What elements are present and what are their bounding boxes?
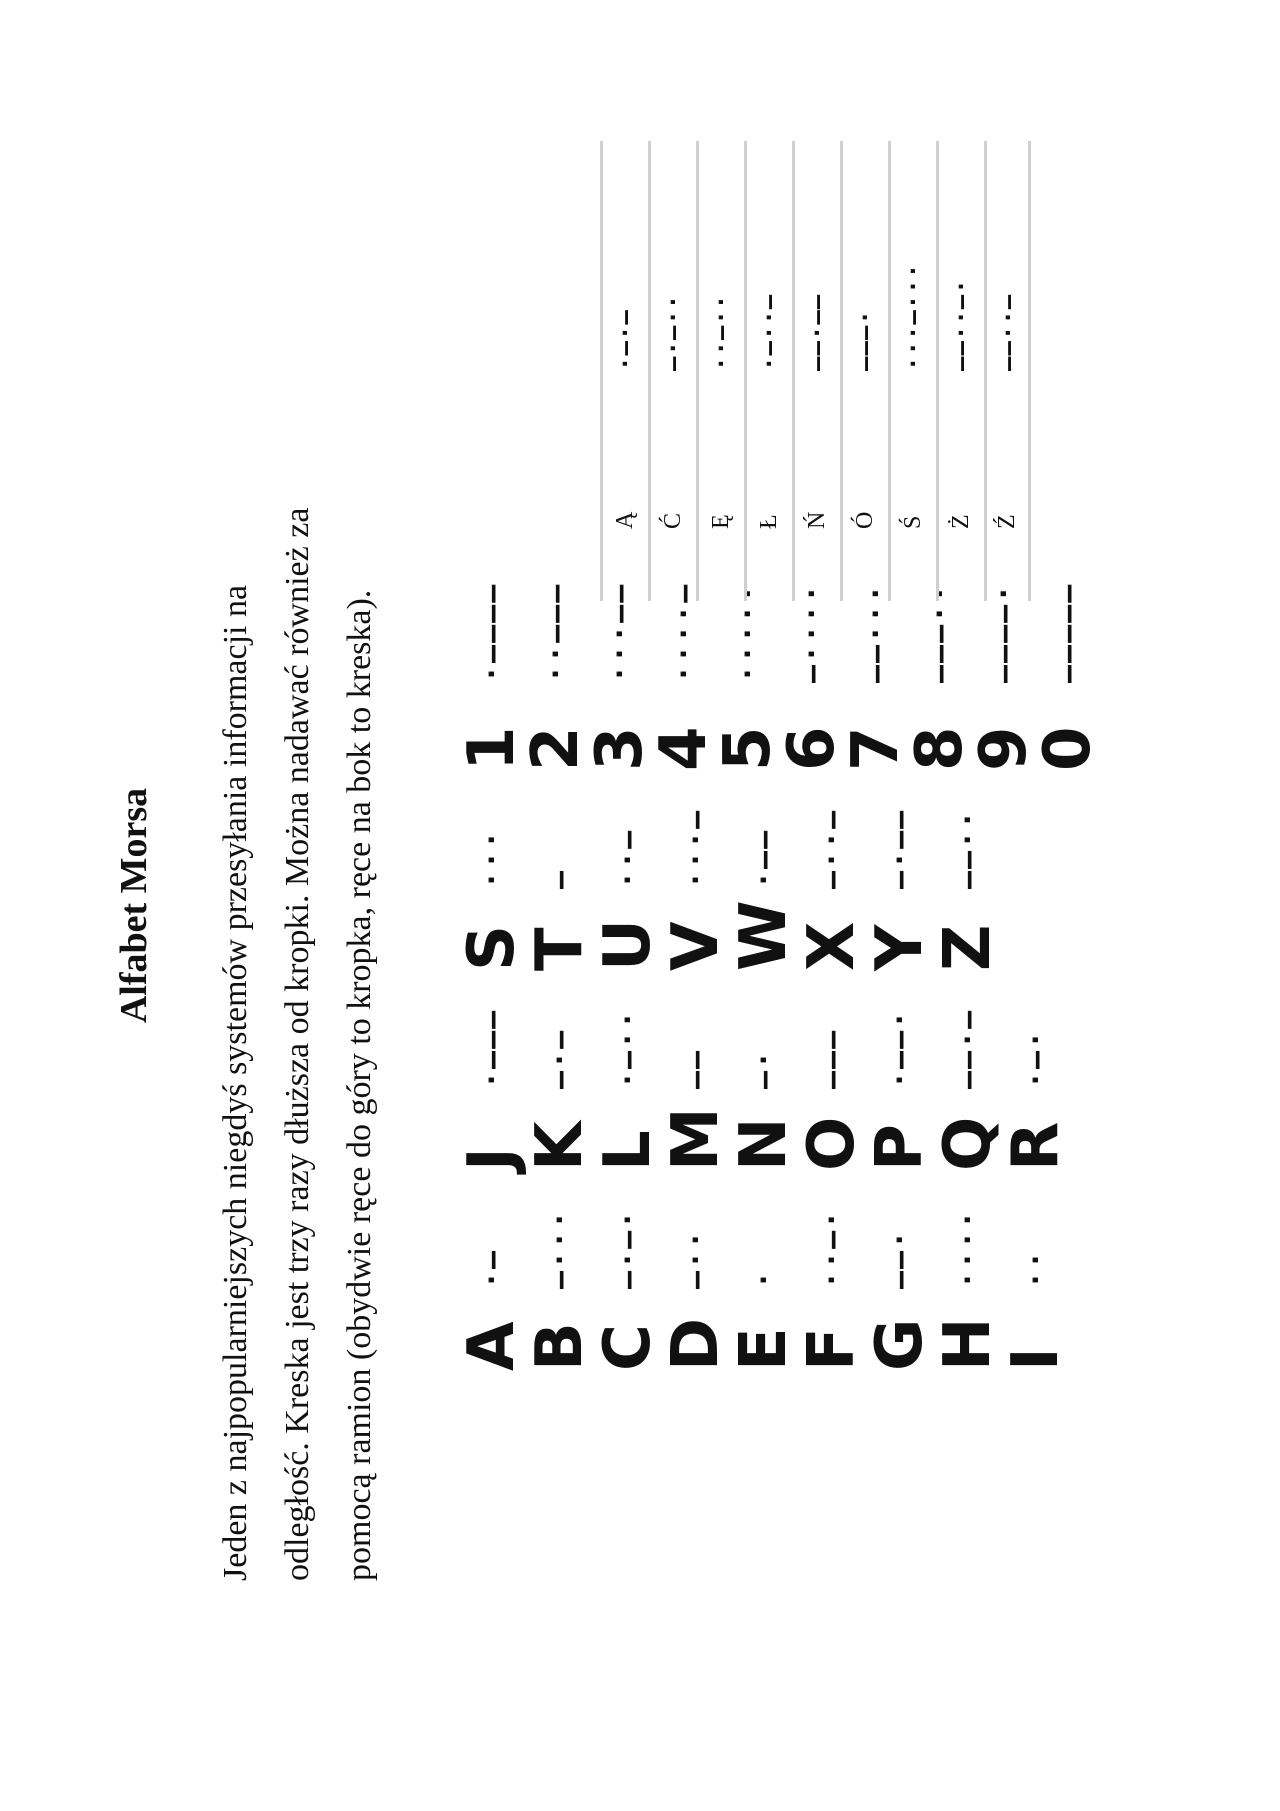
morse-letter: Q — [931, 1116, 1005, 1171]
morse-code: —— — [678, 1048, 714, 1089]
morse-entry — [1031, 582, 1105, 771]
morse-digit: 6 — [775, 726, 849, 771]
morse-code: ··—·· — [707, 293, 735, 371]
morse-code: ·———— — [474, 582, 510, 683]
morse-code: ————— — [1050, 582, 1086, 683]
morse-letter: C — [591, 1324, 665, 1371]
morse-code: ———·· — [922, 582, 958, 683]
morse-entry — [519, 582, 593, 771]
morse-code: ··——— — [538, 582, 574, 683]
morse-code: ·—· — [1018, 1028, 1054, 1089]
morse-entry — [523, 868, 597, 971]
polish-letter: Ł — [755, 514, 782, 529]
morse-letter: U — [591, 919, 665, 971]
morse-code: ——··—· — [947, 278, 975, 371]
polish-letter-row — [744, 141, 791, 601]
morse-entry — [931, 1008, 1005, 1171]
morse-code: ·—·— — [611, 309, 639, 371]
morse-letter: P — [863, 1124, 937, 1171]
morse-digit: 5 — [711, 726, 785, 771]
morse-letter: T — [523, 927, 597, 971]
morse-code: ———· — [851, 309, 879, 371]
morse-code: ·—·· — [610, 1008, 646, 1089]
morse-code: ·——· — [882, 1008, 918, 1089]
polish-letter-row — [648, 141, 695, 601]
morse-code: ·— — [474, 1248, 510, 1289]
morse-letter: X — [795, 921, 869, 971]
intro-line: Jeden z najpopularniejszych niegdyś systemów przesyłania informacji na — [217, 584, 254, 1581]
morse-code: ····— — [666, 582, 702, 683]
morse-entry — [931, 808, 1005, 971]
morse-digit: 1 — [455, 726, 529, 771]
morse-code: ···— — [678, 808, 714, 889]
morse-entry — [795, 1208, 869, 1371]
polish-letter: Ć — [659, 512, 686, 529]
morse-code: ···· — [950, 1208, 986, 1289]
morse-letter: A — [455, 1321, 529, 1371]
polish-letter-row — [696, 141, 743, 601]
morse-entry — [999, 1028, 1073, 1171]
morse-entry — [523, 1208, 597, 1371]
morse-letter: H — [931, 1317, 1005, 1371]
morse-entry — [591, 1208, 665, 1371]
morse-entry — [863, 808, 937, 971]
morse-letter: D — [659, 1317, 733, 1371]
morse-entry — [999, 1248, 1073, 1371]
morse-code: —·— — [542, 1028, 578, 1089]
morse-entry — [591, 1008, 665, 1171]
morse-code: —·—· — [610, 1208, 646, 1289]
polish-letter: Ó — [851, 511, 878, 529]
morse-letter: S — [455, 924, 529, 971]
morse-entry — [727, 828, 801, 971]
morse-code: ···—··· — [899, 262, 927, 371]
morse-code: —···· — [794, 582, 830, 683]
morse-letter: M — [659, 1107, 733, 1171]
morse-entry — [455, 828, 529, 971]
morse-entry — [455, 1248, 529, 1371]
morse-code: ·——— — [474, 1008, 510, 1089]
morse-code: ——·— — [950, 1008, 986, 1089]
morse-entry — [591, 828, 665, 971]
morse-entry — [967, 582, 1041, 771]
morse-entry — [795, 1028, 869, 1171]
morse-letter: K — [523, 1121, 597, 1171]
morse-digit: 7 — [839, 726, 913, 771]
morse-letter: N — [727, 1117, 801, 1171]
morse-entry — [931, 1208, 1005, 1371]
morse-code: —·—— — [882, 808, 918, 889]
morse-code: · — [746, 1268, 782, 1289]
morse-entry — [659, 1228, 733, 1371]
morse-entry — [775, 582, 849, 771]
morse-letter: I — [999, 1347, 1073, 1371]
morse-letter: B — [523, 1322, 597, 1371]
morse-letter: O — [795, 1116, 869, 1171]
morse-code: ·—— — [746, 828, 782, 889]
polish-letter: Ż — [947, 514, 974, 529]
morse-letter: V — [659, 921, 733, 971]
morse-digit: 8 — [903, 726, 977, 771]
morse-entry — [795, 808, 869, 971]
morse-code: ——··— — [993, 293, 1022, 371]
morse-entry — [903, 582, 977, 771]
morse-digit: 4 — [647, 726, 721, 771]
polish-letter-row — [888, 141, 935, 601]
morse-entry — [727, 1048, 801, 1171]
polish-letter-row — [792, 141, 839, 601]
intro-line: odległość. Kreska jest trzy razy dłuższa od kropki. Można nadawać również za — [279, 507, 316, 1581]
polish-letters-table — [600, 141, 1036, 601]
morse-code: ——— — [814, 1028, 850, 1089]
morse-letter: W — [727, 900, 801, 971]
morse-letter: Z — [931, 924, 1005, 971]
morse-code: ···—— — [602, 582, 638, 683]
morse-entry — [863, 1008, 937, 1171]
morse-entry — [727, 1268, 801, 1371]
morse-digit: 9 — [967, 726, 1041, 771]
morse-letter: Y — [863, 924, 937, 971]
polish-letter: Ń — [803, 511, 830, 529]
polish-letter-row — [840, 141, 887, 601]
morse-code: —· — [746, 1048, 782, 1089]
morse-code: ·· — [1018, 1248, 1054, 1289]
polish-letter: Ą — [611, 511, 638, 529]
morse-code: ——·—— — [803, 293, 831, 371]
morse-entry — [583, 582, 657, 771]
morse-letter: F — [795, 1327, 869, 1371]
morse-code: ··—· — [814, 1208, 850, 1289]
morse-code: —·—·· — [659, 293, 687, 371]
morse-entry — [711, 582, 785, 771]
morse-entry — [863, 1228, 937, 1371]
morse-code: ——· — [882, 1228, 918, 1289]
morse-entry — [647, 582, 721, 771]
morse-code: —·· — [678, 1228, 714, 1289]
morse-code: ————· — [986, 582, 1022, 683]
morse-letter: R — [999, 1121, 1073, 1171]
morse-entry — [659, 1048, 733, 1171]
polish-letter: Ś — [899, 515, 926, 529]
morse-code: ··· — [474, 828, 510, 889]
morse-letter: L — [591, 1130, 665, 1171]
morse-code: ——·· — [950, 808, 986, 889]
polish-letter-row — [600, 141, 647, 601]
morse-entry — [455, 582, 529, 771]
morse-entry — [523, 1028, 597, 1171]
intro-line: pomocą ramion (obydwie ręce do góry to kropka, ręce na bok to kreska). — [341, 589, 378, 1581]
intro-paragraph — [205, 251, 391, 1581]
polish-letter: Ź — [994, 514, 1020, 529]
morse-letter: G — [863, 1318, 937, 1371]
morse-code: ·—··— — [755, 293, 783, 371]
polish-letter: Ę — [707, 514, 734, 529]
morse-entry — [659, 808, 733, 971]
morse-entry — [839, 582, 913, 771]
morse-letter: J — [455, 1147, 529, 1171]
morse-letter: E — [727, 1327, 801, 1371]
morse-entry — [455, 1008, 529, 1171]
morse-code: —··· — [542, 1208, 578, 1289]
polish-letter-row — [936, 141, 983, 601]
morse-code: ····· — [730, 582, 766, 683]
morse-code: ··— — [610, 828, 646, 889]
morse-code: —··— — [814, 808, 850, 889]
morse-digit: 0 — [1031, 726, 1105, 771]
morse-code: — — [542, 868, 578, 889]
morse-digit: 3 — [583, 726, 657, 771]
polish-letter-row — [984, 141, 1031, 601]
morse-digit: 2 — [519, 726, 593, 771]
page-title: Alfabet Morsa — [113, 787, 155, 1024]
morse-code: ——··· — [858, 582, 894, 683]
